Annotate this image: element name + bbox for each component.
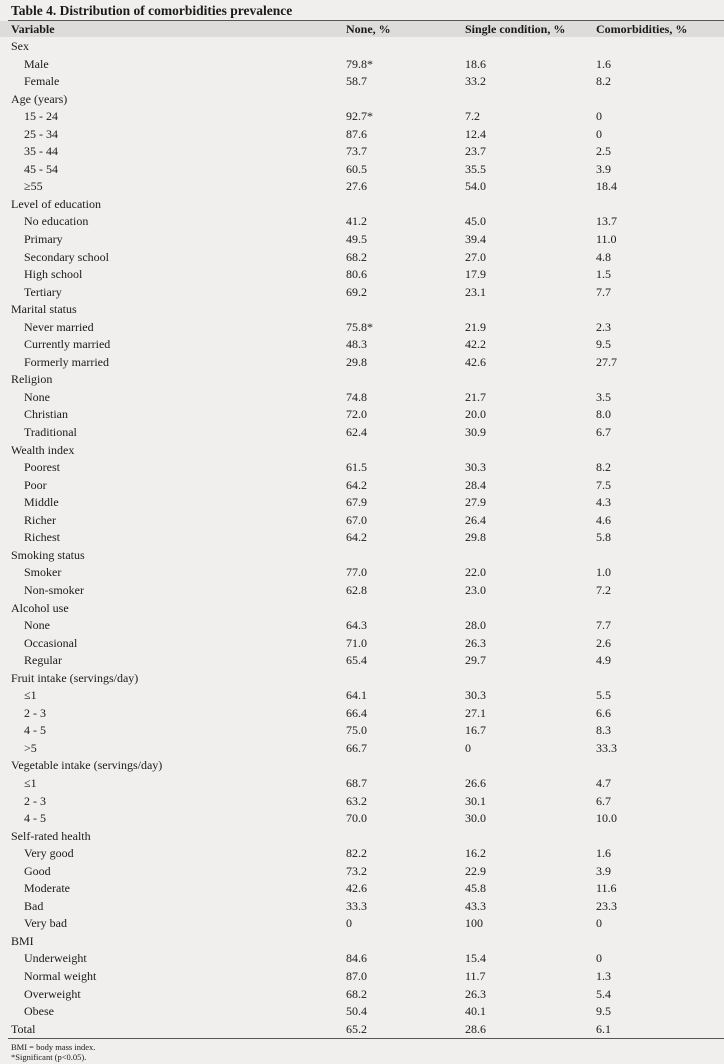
- none-cell: 60.5: [346, 161, 367, 176]
- table-row: [0, 73, 724, 91]
- comorbidities-cell: 4.6: [596, 512, 611, 527]
- single-cell: 28.0: [465, 618, 486, 633]
- group-row: [0, 91, 724, 109]
- none-cell: 67.9: [346, 495, 367, 510]
- none-cell: 64.2: [346, 530, 367, 545]
- comorbidities-cell: 0: [596, 916, 602, 931]
- table-row: [0, 108, 724, 126]
- comorbidities-cell: 4.8: [596, 249, 611, 264]
- single-cell: 26.4: [465, 512, 486, 527]
- none-cell: 74.8: [346, 389, 367, 404]
- table-row: [0, 898, 724, 916]
- none-cell: 50.4: [346, 1004, 367, 1019]
- variable-cell: 4 - 5: [24, 723, 46, 738]
- single-cell: 100: [465, 916, 483, 931]
- single-cell: 45.8: [465, 881, 486, 896]
- single-cell: 30.3: [465, 460, 486, 475]
- none-cell: 72.0: [346, 407, 367, 422]
- variable-cell: 15 - 24: [24, 109, 58, 124]
- comorbidities-cell: 7.2: [596, 582, 611, 597]
- variable-cell: Marital status: [11, 302, 77, 317]
- variable-cell: Middle: [24, 495, 59, 510]
- comorbidities-cell: 7.5: [596, 477, 611, 492]
- table-row: [0, 740, 724, 758]
- comorbidities-cell: 4.9: [596, 653, 611, 668]
- none-cell: 68.7: [346, 775, 367, 790]
- table-row: [0, 354, 724, 372]
- comorbidities-cell: 2.3: [596, 319, 611, 334]
- variable-cell: Obese: [24, 1004, 54, 1019]
- comorbidities-cell: 6.1: [596, 1021, 611, 1036]
- variable-cell: Normal weight: [24, 968, 97, 983]
- none-cell: 63.2: [346, 793, 367, 808]
- footnotes: [11, 1042, 95, 1062]
- single-cell: 18.6: [465, 56, 486, 71]
- variable-cell: Never married: [24, 319, 94, 334]
- comorbidities-cell: 6.6: [596, 705, 611, 720]
- single-cell: 33.2: [465, 74, 486, 89]
- table-row: [0, 793, 724, 811]
- variable-cell: 4 - 5: [24, 811, 46, 826]
- single-cell: 27.9: [465, 495, 486, 510]
- single-cell: 28.6: [465, 1021, 486, 1036]
- single-cell: 26.3: [465, 635, 486, 650]
- none-cell: 77.0: [346, 565, 367, 580]
- table-row: [0, 652, 724, 670]
- footnote-significance: *Significant (p<0.05).: [11, 1052, 87, 1062]
- single-cell: 30.0: [465, 811, 486, 826]
- none-cell: 67.0: [346, 512, 367, 527]
- variable-cell: Occasional: [24, 635, 78, 650]
- variable-cell: ≤1: [24, 688, 37, 703]
- single-cell: 28.4: [465, 477, 486, 492]
- table-row: [0, 564, 724, 582]
- single-cell: 16.2: [465, 846, 486, 861]
- none-cell: 29.8: [346, 354, 367, 369]
- variable-cell: Age (years): [11, 91, 68, 106]
- variable-cell: Secondary school: [24, 249, 109, 264]
- variable-cell: Formerly married: [24, 354, 109, 369]
- table-row: [0, 1003, 724, 1021]
- none-cell: 27.6: [346, 179, 367, 194]
- table-row: [0, 389, 724, 407]
- group-row: [0, 670, 724, 688]
- group-row: [0, 196, 724, 214]
- comorbidities-cell: 1.6: [596, 56, 611, 71]
- variable-cell: 2 - 3: [24, 793, 46, 808]
- comorbidities-cell: 5.4: [596, 986, 611, 1001]
- comorbidities-cell: 8.0: [596, 407, 611, 422]
- none-cell: 41.2: [346, 214, 367, 229]
- table-row: [0, 968, 724, 986]
- single-cell: 26.6: [465, 775, 486, 790]
- none-cell: 49.5: [346, 232, 367, 247]
- variable-cell: Tertiary: [24, 284, 62, 299]
- table-row: [0, 582, 724, 600]
- none-cell: 82.2: [346, 846, 367, 861]
- comorbidities-cell: 10.0: [596, 811, 617, 826]
- table-row: [0, 231, 724, 249]
- comorbidities-cell: 5.8: [596, 530, 611, 545]
- table-row: [0, 722, 724, 740]
- none-cell: 58.7: [346, 74, 367, 89]
- comorbidities-cell: 1.5: [596, 267, 611, 282]
- table-row: [0, 950, 724, 968]
- table-row: [0, 249, 724, 267]
- table-row: [0, 143, 724, 161]
- variable-cell: BMI: [11, 933, 34, 948]
- none-cell: 79.8*: [346, 56, 373, 71]
- table-row: [0, 56, 724, 74]
- variable-cell: Christian: [24, 407, 68, 422]
- variable-cell: Wealth index: [11, 442, 75, 457]
- comorbidities-cell: 13.7: [596, 214, 617, 229]
- variable-cell: Primary: [24, 232, 63, 247]
- table-row: [0, 915, 724, 933]
- none-cell: 87.6: [346, 126, 367, 141]
- table-row: [0, 406, 724, 424]
- table-row: [0, 494, 724, 512]
- variable-cell: Underweight: [24, 951, 87, 966]
- variable-cell: 45 - 54: [24, 161, 58, 176]
- variable-cell: Richest: [24, 530, 60, 545]
- comorbidities-cell: 3.9: [596, 863, 611, 878]
- comorbidities-cell: 6.7: [596, 425, 611, 440]
- variable-cell: Traditional: [24, 425, 77, 440]
- single-cell: 29.7: [465, 653, 486, 668]
- table-row: [0, 687, 724, 705]
- comorbidities-cell: 4.7: [596, 775, 611, 790]
- table-row: [0, 178, 724, 196]
- footnote-bmi: BMI = body mass index.: [11, 1042, 96, 1052]
- none-cell: 61.5: [346, 460, 367, 475]
- variable-cell: Smoking status: [11, 547, 85, 562]
- none-cell: 75.8*: [346, 319, 373, 334]
- single-cell: 11.7: [465, 968, 486, 983]
- single-cell: 17.9: [465, 267, 486, 282]
- single-cell: 20.0: [465, 407, 486, 422]
- variable-cell: None: [24, 618, 50, 633]
- variable-cell: Currently married: [24, 337, 111, 352]
- comorbidities-cell: 27.7: [596, 354, 617, 369]
- variable-cell: ≤1: [24, 775, 37, 790]
- table-row: [0, 213, 724, 231]
- comorbidities-cell: 2.6: [596, 635, 611, 650]
- table-row: [0, 319, 724, 337]
- single-cell: 30.9: [465, 425, 486, 440]
- none-cell: 64.3: [346, 618, 367, 633]
- group-row: [0, 757, 724, 775]
- table-row: [0, 986, 724, 1004]
- variable-cell: Self-rated health: [11, 828, 91, 843]
- single-cell: 42.2: [465, 337, 486, 352]
- table-row: [0, 284, 724, 302]
- comorbidities-cell: 0: [596, 126, 602, 141]
- none-cell: 84.6: [346, 951, 367, 966]
- variable-cell: None: [24, 389, 50, 404]
- none-cell: 92.7*: [346, 109, 373, 124]
- group-row: [0, 933, 724, 951]
- none-cell: 64.1: [346, 688, 367, 703]
- group-row: [0, 828, 724, 846]
- variable-cell: Alcohol use: [11, 600, 69, 615]
- table-row: [0, 863, 724, 881]
- single-cell: 30.3: [465, 688, 486, 703]
- single-cell: 43.3: [465, 898, 486, 913]
- table-row: [0, 775, 724, 793]
- header-comorbidities: Comorbidities, %: [596, 22, 688, 36]
- variable-cell: Overweight: [24, 986, 81, 1001]
- none-cell: 65.2: [346, 1021, 367, 1036]
- single-cell: 22.0: [465, 565, 486, 580]
- none-cell: 64.2: [346, 477, 367, 492]
- table-row: [0, 617, 724, 635]
- variable-cell: Smoker: [24, 565, 62, 580]
- comorbidities-cell: 5.5: [596, 688, 611, 703]
- none-cell: 73.7: [346, 144, 367, 159]
- header-none: None, %: [346, 22, 391, 36]
- table-row: [0, 477, 724, 495]
- single-cell: 39.4: [465, 232, 486, 247]
- variable-cell: Vegetable intake (servings/day): [11, 758, 163, 773]
- comorbidities-cell: 9.5: [596, 1004, 611, 1019]
- group-row: [0, 600, 724, 618]
- comorbidities-cell: 7.7: [596, 618, 611, 633]
- variable-cell: Total: [11, 1021, 36, 1036]
- single-cell: 0: [465, 740, 471, 755]
- none-cell: 62.4: [346, 425, 367, 440]
- comorbidities-cell: 9.5: [596, 337, 611, 352]
- header-single: Single condition, %: [465, 22, 566, 36]
- single-cell: 21.7: [465, 389, 486, 404]
- table-row: [0, 635, 724, 653]
- variable-cell: Poorest: [24, 460, 60, 475]
- total-row: [0, 1021, 724, 1039]
- header-variable: Variable: [11, 22, 55, 36]
- single-cell: 30.1: [465, 793, 486, 808]
- none-cell: 71.0: [346, 635, 367, 650]
- none-cell: 42.6: [346, 881, 367, 896]
- table-row: [0, 512, 724, 530]
- none-cell: 70.0: [346, 811, 367, 826]
- none-cell: 66.4: [346, 705, 367, 720]
- none-cell: 73.2: [346, 863, 367, 878]
- variable-cell: Very good: [24, 846, 74, 861]
- comorbidities-cell: 7.7: [596, 284, 611, 299]
- variable-cell: Poor: [24, 477, 47, 492]
- table-row: [0, 161, 724, 179]
- comorbidities-cell: 8.3: [596, 723, 611, 738]
- comorbidities-cell: 1.0: [596, 565, 611, 580]
- table-row: [0, 705, 724, 723]
- comorbidities-cell: 0: [596, 109, 602, 124]
- single-cell: 23.7: [465, 144, 486, 159]
- variable-cell: Good: [24, 863, 51, 878]
- single-cell: 21.9: [465, 319, 486, 334]
- table-row: [0, 336, 724, 354]
- single-cell: 15.4: [465, 951, 486, 966]
- variable-cell: Sex: [11, 39, 29, 53]
- table-row: [0, 529, 724, 547]
- table-title: Table 4. Distribution of comorbidities prevalence: [11, 3, 293, 18]
- table-row: [0, 266, 724, 284]
- single-cell: 29.8: [465, 530, 486, 545]
- comorbidities-cell: 11.0: [596, 232, 617, 247]
- single-cell: 45.0: [465, 214, 486, 229]
- comorbidities-cell: 1.3: [596, 968, 611, 983]
- none-cell: 33.3: [346, 898, 367, 913]
- single-cell: 54.0: [465, 179, 486, 194]
- group-row: [0, 38, 724, 56]
- single-cell: 42.6: [465, 354, 486, 369]
- comorbidities-cell: 33.3: [596, 740, 617, 755]
- group-row: [0, 371, 724, 389]
- none-cell: 48.3: [346, 337, 367, 352]
- variable-cell: 35 - 44: [24, 144, 58, 159]
- none-cell: 87.0: [346, 968, 367, 983]
- single-cell: 27.0: [465, 249, 486, 264]
- single-cell: 35.5: [465, 161, 486, 176]
- none-cell: 80.6: [346, 267, 367, 282]
- variable-cell: Bad: [24, 898, 44, 913]
- variable-cell: Richer: [24, 512, 56, 527]
- none-cell: 75.0: [346, 723, 367, 738]
- variable-cell: Religion: [11, 372, 53, 387]
- comorbidities-cell: 6.7: [596, 793, 611, 808]
- comorbidities-cell: 23.3: [596, 898, 617, 913]
- none-cell: 0: [346, 916, 352, 931]
- comorbidities-cell: 11.6: [596, 881, 617, 896]
- variable-cell: Non-smoker: [24, 582, 84, 597]
- variable-cell: Male: [24, 56, 49, 71]
- variable-cell: >5: [24, 740, 37, 755]
- single-cell: 12.4: [465, 126, 486, 141]
- none-cell: 68.2: [346, 986, 367, 1001]
- bottom-rule: [8, 1038, 724, 1039]
- group-row: [0, 301, 724, 319]
- comorbidities-cell: 3.9: [596, 161, 611, 176]
- single-cell: 22.9: [465, 863, 486, 878]
- table-row: [0, 845, 724, 863]
- comorbidities-cell: 1.6: [596, 846, 611, 861]
- variable-cell: 2 - 3: [24, 705, 46, 720]
- variable-cell: High school: [24, 267, 83, 282]
- comorbidities-cell: 4.3: [596, 495, 611, 510]
- variable-cell: No education: [24, 214, 89, 229]
- comorbidities-cell: 3.5: [596, 389, 611, 404]
- variable-cell: 25 - 34: [24, 126, 58, 141]
- table-row: [0, 424, 724, 442]
- single-cell: 27.1: [465, 705, 486, 720]
- table-body: [0, 38, 724, 1038]
- comorbidities-cell: 0: [596, 951, 602, 966]
- variable-cell: Female: [24, 74, 60, 89]
- single-cell: 16.7: [465, 723, 486, 738]
- variable-cell: Very bad: [24, 916, 67, 931]
- single-cell: 23.1: [465, 284, 486, 299]
- none-cell: 66.7: [346, 740, 367, 755]
- table-row: [0, 880, 724, 898]
- single-cell: 40.1: [465, 1004, 486, 1019]
- comorbidities-cell: 8.2: [596, 460, 611, 475]
- comorbidities-cell: 18.4: [596, 179, 617, 194]
- none-cell: 65.4: [346, 653, 367, 668]
- single-cell: 7.2: [465, 109, 480, 124]
- table-header: [0, 21, 724, 37]
- table-row: [0, 810, 724, 828]
- none-cell: 69.2: [346, 284, 367, 299]
- single-cell: 26.3: [465, 986, 486, 1001]
- variable-cell: Level of education: [11, 196, 101, 211]
- none-cell: 68.2: [346, 249, 367, 264]
- comorbidities-cell: 8.2: [596, 74, 611, 89]
- table-row: [0, 459, 724, 477]
- single-cell: 23.0: [465, 582, 486, 597]
- group-row: [0, 547, 724, 565]
- variable-cell: Fruit intake (servings/day): [11, 670, 139, 685]
- variable-cell: Moderate: [24, 881, 70, 896]
- none-cell: 62.8: [346, 582, 367, 597]
- comorbidities-cell: 2.5: [596, 144, 611, 159]
- variable-cell: ≥55: [24, 179, 43, 194]
- group-row: [0, 442, 724, 460]
- table-row: [0, 126, 724, 144]
- variable-cell: Regular: [24, 653, 62, 668]
